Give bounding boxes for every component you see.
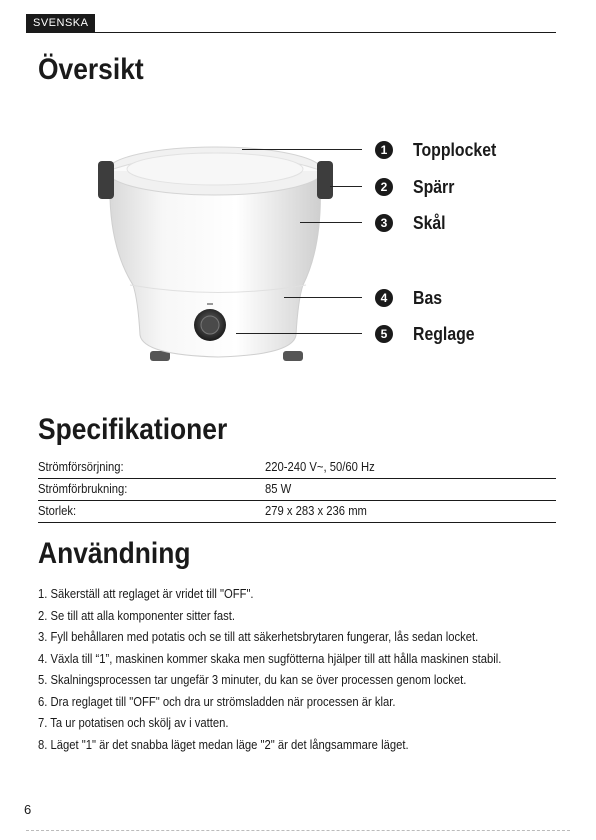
part-number-badge: 2 — [375, 178, 393, 196]
spec-label: Strömförsörjning: — [38, 460, 124, 474]
spec-label: Storlek: — [38, 504, 77, 518]
usage-step: 6. Dra reglaget till "OFF" och dra ur strömsladden när processen är klar. — [38, 694, 396, 709]
page-number: 6 — [24, 802, 32, 817]
potato-peeler-illustration — [88, 135, 338, 370]
callout-line-3 — [300, 222, 362, 223]
usage-step: 3. Fyll behållaren med potatis och se till att säkerhetsbrytaren fungerar, lås sedan locket. — [38, 630, 479, 644]
language-tab: SVENSKA — [26, 14, 95, 33]
usage-step: 7. Ta ur potatisen och skölj av i vatten. — [38, 716, 229, 730]
usage-steps-list — [38, 586, 568, 758]
part-number-badge: 4 — [375, 289, 393, 307]
callout-line-2 — [330, 186, 362, 187]
spec-row-power-supply — [38, 456, 556, 479]
part-number-badge: 5 — [375, 325, 393, 343]
usage-step: 4. Växla till “1”, maskinen kommer skaka men sugfötterna hjälper till att hålla maskinen stabil. — [38, 651, 502, 666]
part-number-badge: 1 — [375, 141, 393, 159]
spec-value: 85 W — [265, 482, 292, 496]
spec-label: Strömförbrukning: — [38, 482, 128, 496]
spec-row-power-consumption — [38, 478, 556, 501]
part-label-reglage: Reglage — [413, 324, 475, 344]
specifications-heading: Specifikationer — [38, 413, 228, 446]
overview-heading: Översikt — [38, 53, 144, 86]
usage-heading: Användning — [38, 537, 191, 570]
spec-value: 220-240 V~, 50/60 Hz — [265, 460, 375, 474]
usage-step: 1. Säkerställ att reglaget är vridet till "OFF". — [38, 587, 254, 601]
callout-line-4 — [284, 297, 362, 298]
part-label-skal: Skål — [413, 213, 446, 233]
usage-step: 8. Läget "1" är det snabba läget medan läge "2" är det långsammare läget. — [38, 737, 409, 752]
spec-value: 279 x 283 x 236 mm — [265, 504, 367, 518]
part-label-sparr: Spärr — [413, 177, 455, 197]
usage-step: 5. Skalningsprocessen tar ungefär 3 minuter, du kan se över processen genom locket. — [38, 673, 467, 687]
part-label-bas: Bas — [413, 288, 443, 308]
part-label-topplocket: Topplocket — [413, 140, 497, 160]
part-number-badge: 3 — [375, 214, 393, 232]
callout-line-5 — [236, 333, 362, 334]
callout-line-1 — [242, 149, 362, 150]
header-rule — [26, 32, 556, 33]
page-bottom-divider — [26, 830, 570, 831]
usage-step: 2. Se till att alla komponenter sitter fast. — [38, 608, 235, 623]
spec-row-size — [38, 500, 556, 523]
